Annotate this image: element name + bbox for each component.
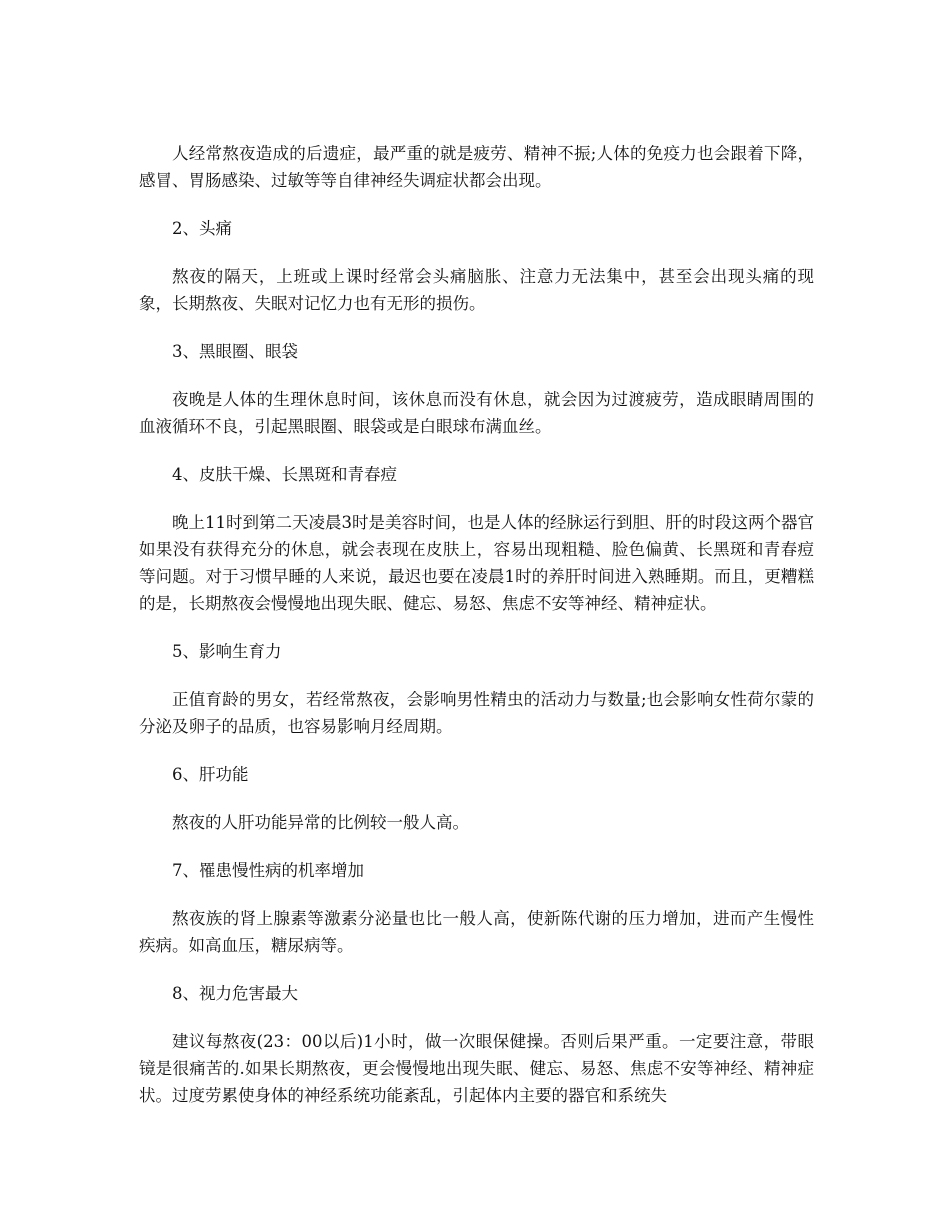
heading-fertility: 5、影响生育力 [172, 642, 282, 661]
paragraph-headache: 熬夜的隔天，上班或上课时经常会头痛脑胀、注意力无法集中，甚至会出现头痛的现象，长期熬夜、失眠对记忆力也有无形的损伤。 [139, 267, 814, 313]
paragraph-fertility: 正值育龄的男女，若经常熬夜，会影响男性精虫的活动力与数量;也会影响女性荷尔蒙的分泌及卵子的品质，也容易影响月经周期。 [139, 690, 814, 736]
paragraph-fatigue: 人经常熬夜造成的后遗症，最严重的就是疲劳、精神不振;人体的免疫力也会跟着下降，感冒、胃肠感染、过敏等等自律神经失调症状都会出现。 [139, 144, 814, 190]
heading-skin: 4、皮肤干燥、长黑斑和青春痘 [172, 465, 397, 484]
heading-dark-circles: 3、黑眼圈、眼袋 [172, 342, 298, 361]
document-body [139, 140, 814, 1130]
paragraph-liver: 熬夜的人肝功能异常的比例较一般人高。 [172, 813, 469, 832]
paragraph-dark-circles: 夜晚是人体的生理休息时间，该休息而没有休息，就会因为过渡疲劳，造成眼睛周围的血液循环不良，引起黑眼圈、眼袋或是白眼球布满血丝。 [139, 390, 814, 436]
paragraph-vision: 建议每熬夜(23：00以后)1小时，做一次眼保健操。否则后果严重。一定要注意，带眼镜是很痛苦的.如果长期熬夜，更会慢慢地出现失眠、健忘、易怒、焦虑不安等神经、精神症状。过度劳累使身体的神经系统功能紊乱，引起体内主要的器官和系统失 [139, 1032, 814, 1105]
heading-vision: 8、视力危害最大 [172, 984, 298, 1003]
heading-headache: 2、头痛 [172, 219, 232, 238]
heading-liver: 6、肝功能 [172, 765, 249, 784]
heading-chronic-disease: 7、罹患慢性病的机率增加 [172, 861, 364, 880]
paragraph-skin: 晚上11时到第二天凌晨3时是美容时间，也是人体的经脉运行到胆、肝的时段这两个器官如果没有获得充分的休息，就会表现在皮肤上，容易出现粗糙、脸色偏黄、长黑斑和青春痘等问题。对于习惯早睡的人来说，最迟也要在凌晨1时的养肝时间进入熟睡期。而且，更糟糕的是，长期熬夜会慢慢地出现失眠、健忘、易怒、焦虑不安等神经、精神症状。 [139, 513, 814, 613]
paragraph-chronic-disease: 熬夜族的肾上腺素等激素分泌量也比一般人高，使新陈代谢的压力增加，进而产生慢性疾病。如高血压，糖尿病等。 [139, 909, 814, 955]
